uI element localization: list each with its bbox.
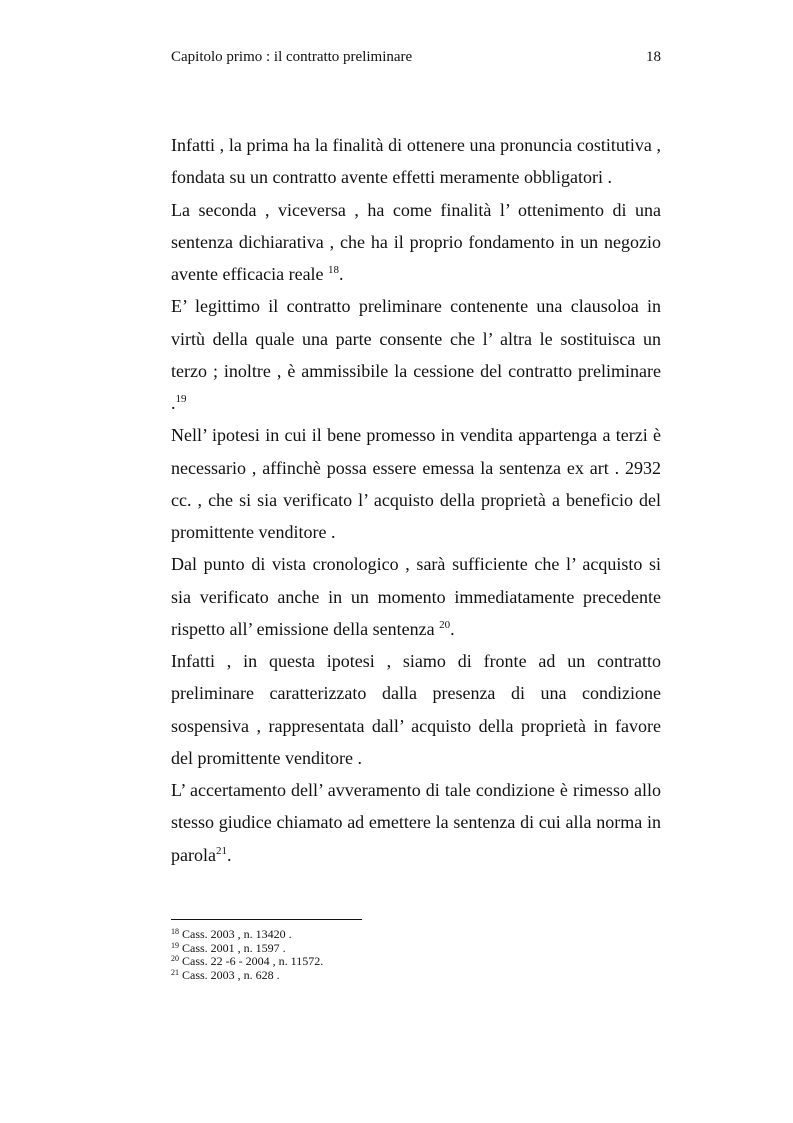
paragraph-tail: . [339, 264, 344, 284]
footnote [171, 942, 661, 956]
footnote-number: 21 [171, 967, 179, 977]
paragraph [171, 419, 661, 548]
paragraph-text: La seconda , viceversa , ha come finalità l’ ottenimento di una sentenza dichiarativa , che ha il proprio fondamento in un negozio avente efficacia reale [171, 199, 661, 284]
footnote-ref: 21 [215, 844, 227, 857]
footnote-number: 20 [171, 954, 179, 963]
paragraph [171, 645, 661, 774]
paragraph [171, 129, 661, 194]
chapter-title: Capitolo primo : il contratto preliminare [171, 49, 413, 65]
footnote [171, 955, 661, 969]
footnote-ref: 18 [328, 264, 340, 276]
paragraph [171, 548, 661, 645]
footnote-ref: 20 [439, 618, 451, 631]
paragraph-text: Infatti , la prima ha la finalità di ottenere una pronuncia costitutiva , fondata su un contratto avente effetti meramente obbligatori . [171, 135, 661, 188]
paragraph-text: Nell’ ipotesi in cui il bene promesso in vendita appartenga a terzi è necessario , affinchè possa essere emessa la sentenza ex art . 2932 cc. , che si sia verificato l’ acquisto della proprietà a beneficio del promittente venditore . [171, 425, 661, 542]
footnote-text: Cass. 22 -6 - 2004 , n. 11572. [179, 954, 324, 968]
paragraph-text: L’ accertamento dell’ avveramento di tale condizione è rimesso allo stesso giudice chiamato ad emettere la sentenza di cui alla norma in parola [171, 780, 661, 865]
footnote-ref: 19 [175, 393, 187, 405]
paragraph-text: Infatti , in questa ipotesi , siamo di fronte ad un contratto preliminare caratterizzato dalla presenza di una condizione sospensiva , rappresentata dall’ acquisto della proprietà in favore del promittente venditore . [171, 651, 661, 768]
body-text [171, 129, 661, 871]
page-number: 18 [646, 49, 661, 65]
footnote-number: 19 [171, 940, 179, 950]
footnote [171, 969, 661, 983]
paragraph-tail: . [226, 844, 232, 865]
paragraph-text: Dal punto di vista cronologico , sarà sufficiente che l’ acquisto si sia verificato anche in un momento immediatamente precedente rispetto all’ emissione della sentenza [171, 554, 661, 639]
footnote-text: Cass. 2003 , n. 13420 . [179, 927, 292, 941]
footnotes [171, 928, 661, 982]
paragraph [171, 290, 661, 419]
footnote-text: Cass. 2001 , n. 1597 . [179, 940, 286, 955]
footnote-number: 18 [171, 927, 179, 936]
paragraph [171, 194, 661, 291]
footnote-text: Cass. 2003 , n. 628 . [179, 967, 280, 982]
footnote [171, 928, 661, 942]
paragraph-text: E’ legittimo il contratto preliminare contenente una clausoloa in virtù della quale una parte consente che l’ altra le sostituisca un terzo ; inoltre , è ammissibile la cessione del contratto preliminare . [171, 296, 661, 413]
paragraph-tail: . [450, 618, 455, 639]
footnote-separator [171, 919, 362, 920]
paragraph [171, 774, 661, 871]
